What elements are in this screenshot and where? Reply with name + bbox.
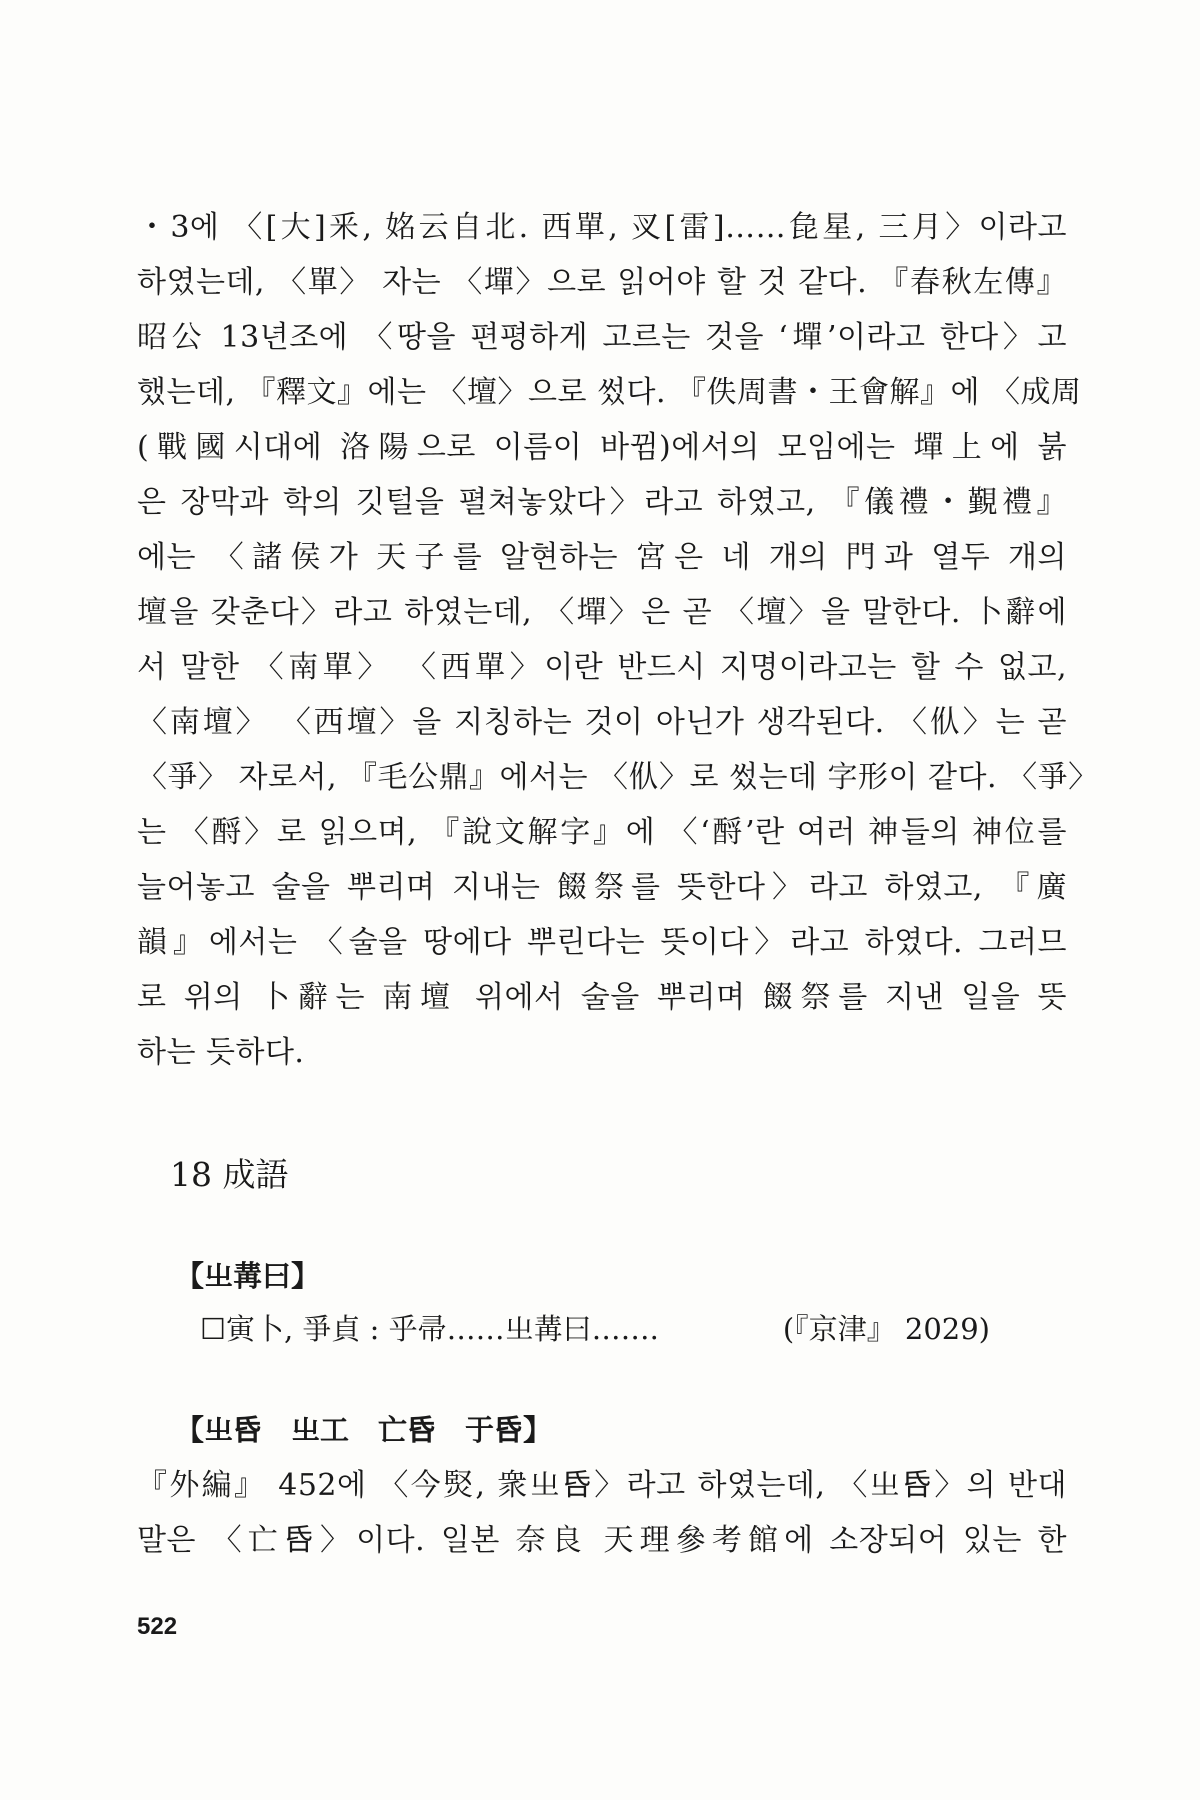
- text-line: 늘어놓고 술을 뿌리며 지내는 餟祭를 뜻한다〉라고 하였고, 『廣: [137, 870, 1067, 905]
- example-text: ☐寅卜, 爭貞 : 乎帚……㞢冓曰…….: [200, 1312, 659, 1346]
- entry-heading: 【㞢𠯑 㞢工 亡𠯑 于𠯑】: [175, 1413, 553, 1447]
- text-line: 하는 듯하다.: [137, 1035, 305, 1070]
- text-line: 『外編』 452에 〈今㷂, 衆㞢𠯑〉라고 하였는데, 〈㞢𠯑〉의 반대: [137, 1468, 1067, 1503]
- page-number: 522: [137, 1613, 178, 1640]
- text-line: (戰國시대에 洛陽으로 이름이 바뀜)에서의 모임에는 墠上에 붉: [137, 430, 1067, 465]
- text-line: 〈爭〉 자로서, 『毛公鼎』에서는 〈㐺〉로 썼는데 字形이 같다. 〈爭〉: [137, 760, 1099, 795]
- text-line: 昭公 13년조에 〈땅을 편평하게 고르는 것을 ‘墠’이라고 한다〉고: [137, 320, 1067, 355]
- text-line: 〈南壇〉 〈西壇〉을 지칭하는 것이 아닌가 생각된다. 〈㐺〉는 곧: [137, 705, 1067, 740]
- text-line: 로 위의 卜辭는 南壇 위에서 술을 뿌리며 餟祭를 지낸 일을 뜻: [137, 980, 1067, 1015]
- text-line: 말은 〈亡𠯑〉이다. 일본 奈良 天理參考館에 소장되어 있는 한: [137, 1523, 1067, 1558]
- text-line: 韻』에서는 〈술을 땅에다 뿌린다는 뜻이다〉라고 하였다. 그러므: [137, 925, 1067, 960]
- text-line: 는 〈酹〉로 읽으며, 『說文解字』에 〈‘酹’란 여러 神들의 神位를: [137, 815, 1067, 850]
- section-heading: 18 成語: [170, 1155, 289, 1194]
- oracle-example: [200, 1310, 990, 1348]
- entry-heading: 【㞢冓曰】: [175, 1259, 321, 1293]
- text-line: 했는데, 『釋文』에는 〈壇〉으로 썼다. 『佚周書・王會解』에 〈成周: [137, 375, 1082, 410]
- entry-paragraph: [137, 1458, 1067, 1568]
- text-line: 하였는데, 〈單〉 자는 〈墠〉으로 읽어야 할 것 같다. 『春秋左傳』: [137, 265, 1067, 300]
- text-line: 서 말한 〈南單〉 〈西單〉이란 반드시 지명이라고는 할 수 없고,: [137, 650, 1067, 685]
- text-line: 壇을 갖춘다〉라고 하였는데, 〈墠〉은 곧 〈壇〉을 말한다. 卜辭에: [137, 595, 1067, 630]
- body-paragraph: [137, 200, 1099, 1080]
- text-line: 에는 〈諸侯가 天子를 알현하는 宮은 네 개의 門과 열두 개의: [137, 540, 1067, 575]
- text-line: ・3에 〈[大]釆, 姳云自北. 西單, 㕚[雷]……㲋星, 三月〉이라고: [137, 210, 1067, 245]
- text-line: 은 장막과 학의 깃털을 펼쳐놓았다〉라고 하였고, 『儀禮・覲禮』: [137, 485, 1067, 520]
- example-source: (『京津』 2029): [782, 1312, 990, 1346]
